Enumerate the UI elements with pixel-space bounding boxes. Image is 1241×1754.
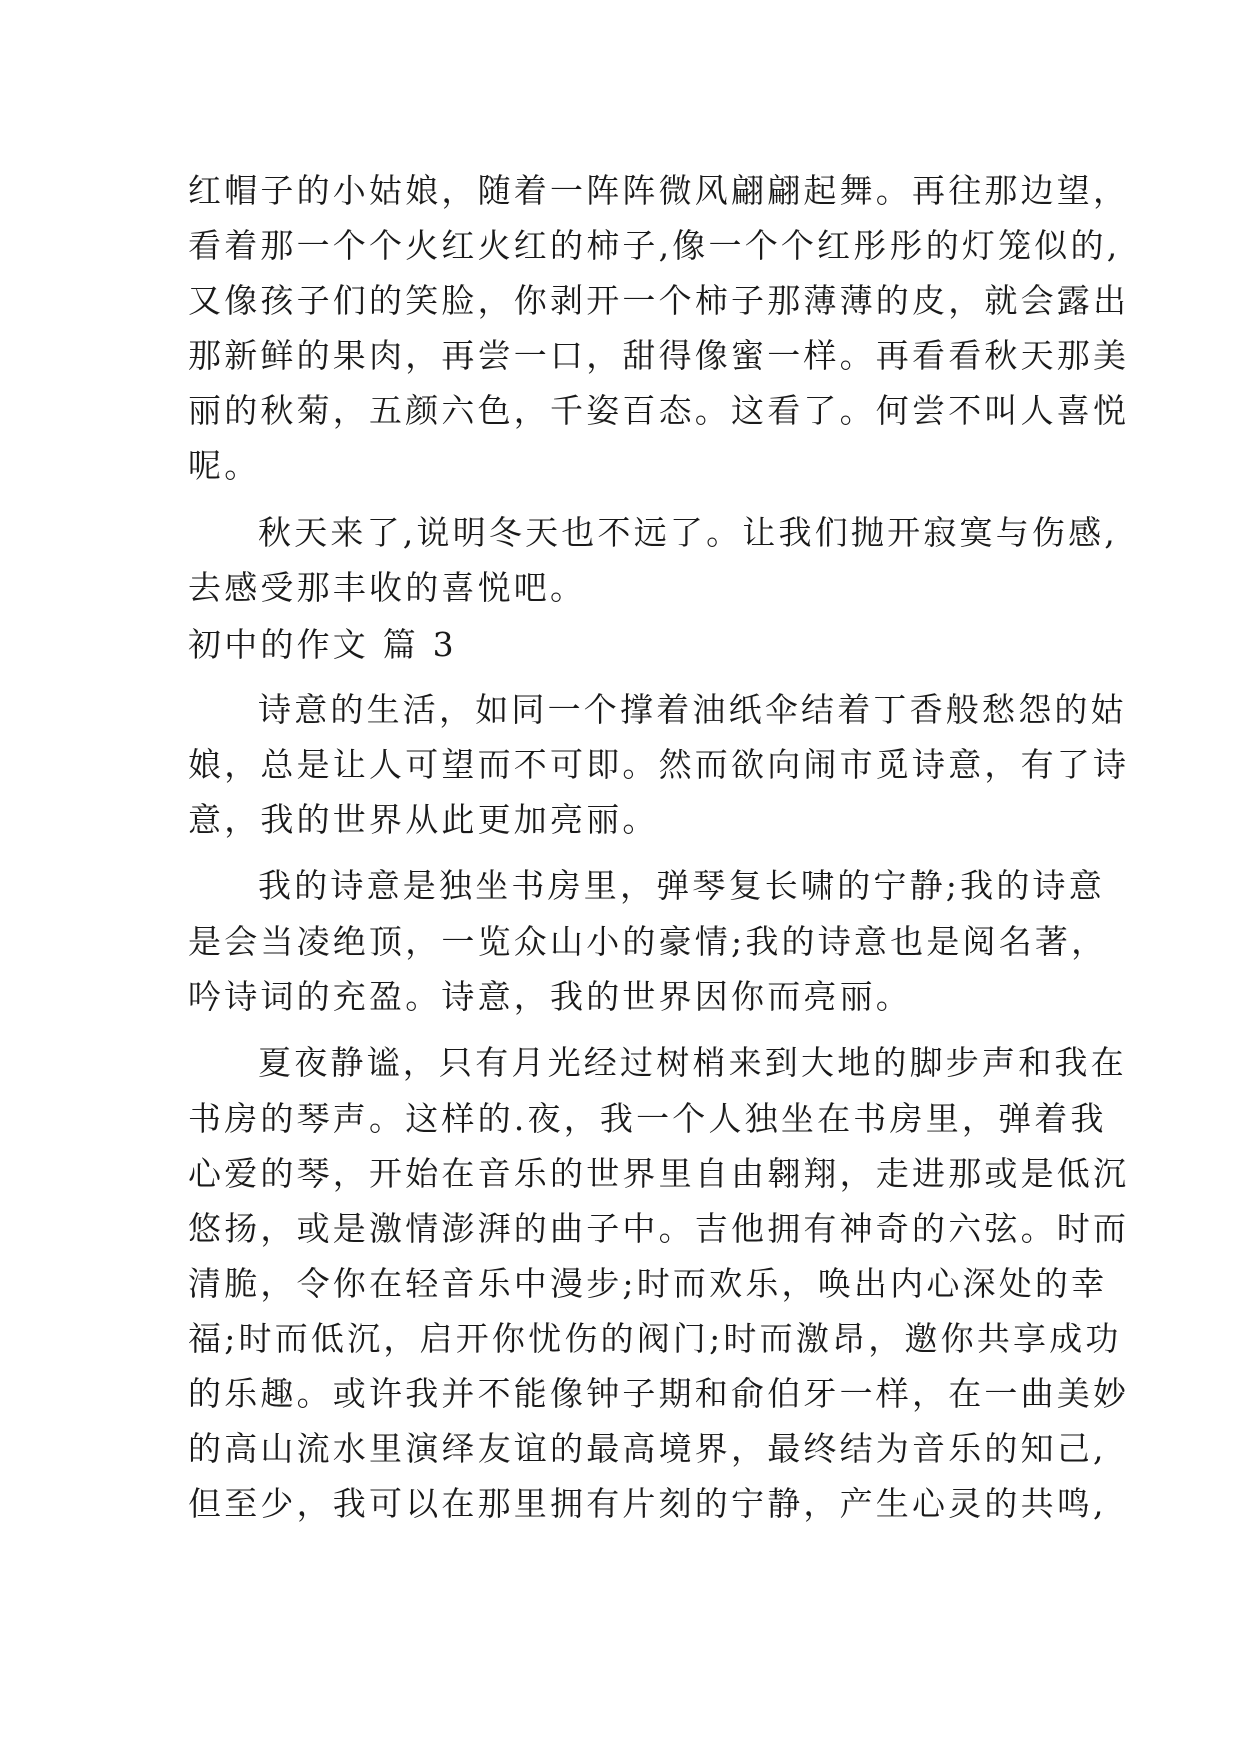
text-line: 吟诗词的充盈。诗意，我的世界因你而亮丽。 [188,977,912,1016]
text-line: 心爱的琴，开始在音乐的世界里自由翱翔，走进那或是低沉 [188,1154,1130,1193]
text-line: 夏夜静谧，只有月光经过树梢来到大地的脚步声和我在 [258,1043,1127,1082]
text-line: 诗意的生活，如同一个撑着油纸伞结着丁香般愁怨的姑 [258,690,1127,729]
text-line: 但至少，我可以在那里拥有片刻的宁静，产生心灵的共鸣, [188,1484,1107,1523]
text-line: 红帽子的小姑娘，随着一阵阵微风翩翩起舞。再往那边望， [188,171,1130,210]
text-line: 呢。 [188,446,261,485]
section-heading: 初中的作文 篇 3 [188,625,457,664]
text-line: 悠扬，或是激情澎湃的曲子中。吉他拥有神奇的六弦。时而 [188,1209,1130,1248]
text-line: 意，我的世界从此更加亮丽。 [188,800,659,839]
text-line: 秋天来了,说明冬天也不远了。让我们抛开寂寞与伤感, [258,513,1118,552]
text-line: 福;时而低沉，启开你忧伤的阀门;时而激昂，邀你共享成功 [188,1319,1122,1358]
text-line: 是会当凌绝顶，一览众山小的豪情;我的诗意也是阅名著， [188,922,1108,961]
text-line: 去感受那丰收的喜悦吧。 [188,568,587,607]
text-line: 书房的琴声。这样的.夜，我一个人独坐在书房里，弹着我 [188,1099,1107,1138]
text-line: 的乐趣。或许我并不能像钟子期和俞伯牙一样，在一曲美妙 [188,1374,1130,1413]
text-line: 丽的秋菊，五颜六色，千姿百态。这看了。何尝不叫人喜悦 [188,391,1130,430]
text-line: 的高山流水里演绎友谊的最高境界，最终结为音乐的知己, [188,1429,1107,1468]
text-line: 清脆，令你在轻音乐中漫步;时而欢乐，唤出内心深处的幸 [188,1264,1108,1303]
text-line: 看着那一个个火红火红的柿子,像一个个红彤彤的灯笼似的, [188,226,1121,265]
text-line: 又像孩子们的笑脸，你剥开一个柿子那薄薄的皮，就会露出 [188,281,1130,320]
text-line: 那新鲜的果肉，再尝一口，甜得像蜜一样。再看看秋天那美 [188,336,1130,375]
text-line: 我的诗意是独坐书房里，弹琴复长啸的宁静;我的诗意 [258,866,1105,905]
text-line: 娘，总是让人可望而不可即。然而欲向闹市觅诗意，有了诗 [188,745,1130,784]
